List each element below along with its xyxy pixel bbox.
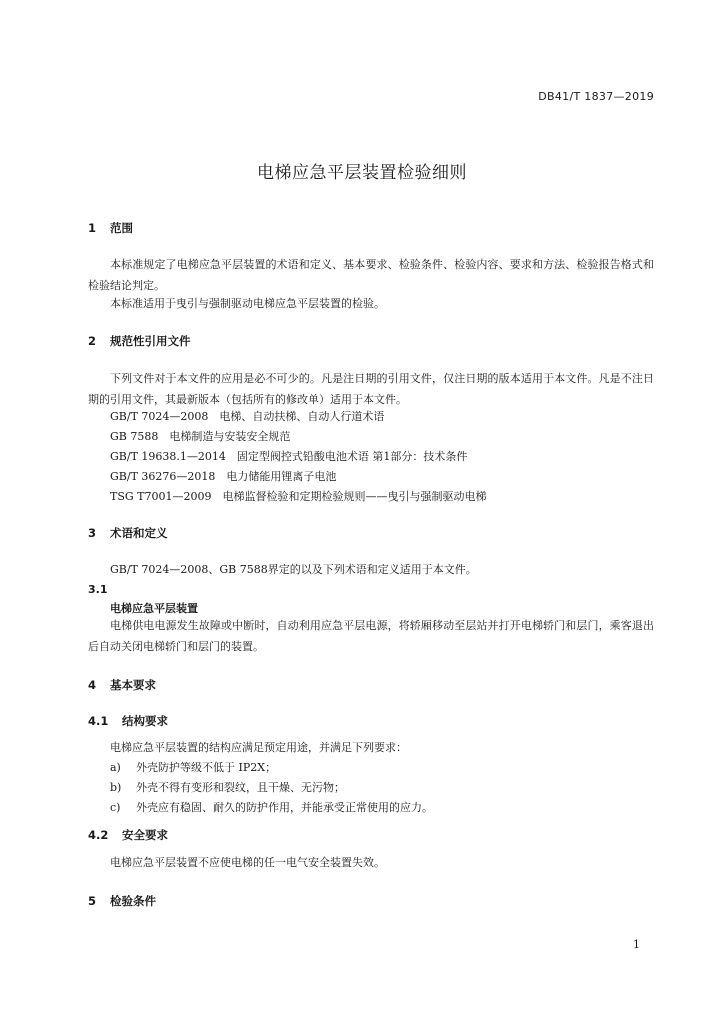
section-3-paragraph-1: GB/T 7024—2008、GB 7588界定的以及下列术语和定义适用于本文件。 <box>110 563 477 576</box>
subsection-number: 4.2 <box>88 828 109 842</box>
list-item <box>110 798 433 818</box>
reference-item: GB 7588 电梯制造与安装安全规范 <box>110 430 291 443</box>
section-2-paragraph-1: 下列文件对于本文件的应用是必不可少的。凡是注日期的引用文件，仅注日期的版本适用于本文件。凡是不注日期的引用文件，其最新版本（包括所有的修改单）适用于本文件。 <box>88 372 654 406</box>
reference-item: TSG T7001—2009 电梯监督检验和定期检验规则——曳引与强制驱动电梯 <box>110 490 487 503</box>
subsection-title: 结构要求 <box>122 714 169 728</box>
reference-item: GB/T 7024—2008 电梯、自动扶梯、自动人行道术语 <box>110 410 385 423</box>
subsection-number: 4.1 <box>88 714 109 728</box>
list-item <box>110 778 345 798</box>
list-marker: c) <box>110 801 121 814</box>
section-1-paragraph-1: 本标准规定了电梯应急平层装置的术语和定义、基本要求、检验条件、检验内容、要求和方法、检验报告格式和检验结论判定。 <box>88 258 654 292</box>
list-marker: a) <box>110 761 121 774</box>
subsection-title: 安全要求 <box>122 828 169 842</box>
term-definition: 电梯供电电源发生故障或中断时，自动利用应急平层电源，将轿厢移动至层站并打开电梯轿门和层门，乘客退出后自动关闭电梯轿门和层门的装置。 <box>88 619 654 653</box>
section-title: 基本要求 <box>110 678 157 692</box>
term-number: 3.1 <box>88 583 108 596</box>
section-number: 3 <box>88 526 97 540</box>
section-title: 规范性引用文件 <box>110 334 191 348</box>
document-number: DB41/T 1837—2019 <box>538 90 654 103</box>
subsection-4-1-heading <box>88 713 168 729</box>
reference-item: GB/T 19638.1—2014 固定型阀控式铅酸电池术语 第1部分：技术条件 <box>110 450 468 463</box>
section-1-paragraph-2: 本标准适用于曳引与强制驱动电梯应急平层装置的检验。 <box>110 297 385 310</box>
section-number: 5 <box>88 894 97 908</box>
section-5-heading <box>88 893 156 909</box>
section-title: 术语和定义 <box>110 526 168 540</box>
section-1-heading <box>88 220 133 236</box>
list-text: 外壳防护等级不低于 IP2X； <box>136 761 277 774</box>
section-4-heading <box>88 677 156 693</box>
subsection-4-2-heading <box>88 827 168 843</box>
section-title: 检验条件 <box>110 894 157 908</box>
section-3-heading <box>88 525 168 541</box>
list-text: 外壳不得有变形和裂纹，且干燥、无污物； <box>136 781 345 794</box>
document-title: 电梯应急平层装置检验细则 <box>257 163 467 183</box>
page-number: 1 <box>633 938 640 951</box>
list-text: 外壳应有稳固、耐久的防护作用，并能承受正常使用的应力。 <box>136 801 433 814</box>
term-name: 电梯应急平层装置 <box>110 602 198 615</box>
section-2-heading <box>88 333 191 349</box>
subsection-4-1-intro: 电梯应急平层装置的结构应满足预定用途，并满足下列要求： <box>110 741 407 754</box>
section-number: 4 <box>88 678 97 692</box>
subsection-4-2-text: 电梯应急平层装置不应使电梯的任一电气安全装置失效。 <box>110 856 385 869</box>
section-title: 范围 <box>110 221 134 235</box>
list-marker: b) <box>110 781 122 794</box>
reference-item: GB/T 36276—2018 电力储能用锂离子电池 <box>110 470 337 483</box>
list-item <box>110 758 276 778</box>
section-number: 2 <box>88 334 97 348</box>
section-number: 1 <box>88 221 97 235</box>
